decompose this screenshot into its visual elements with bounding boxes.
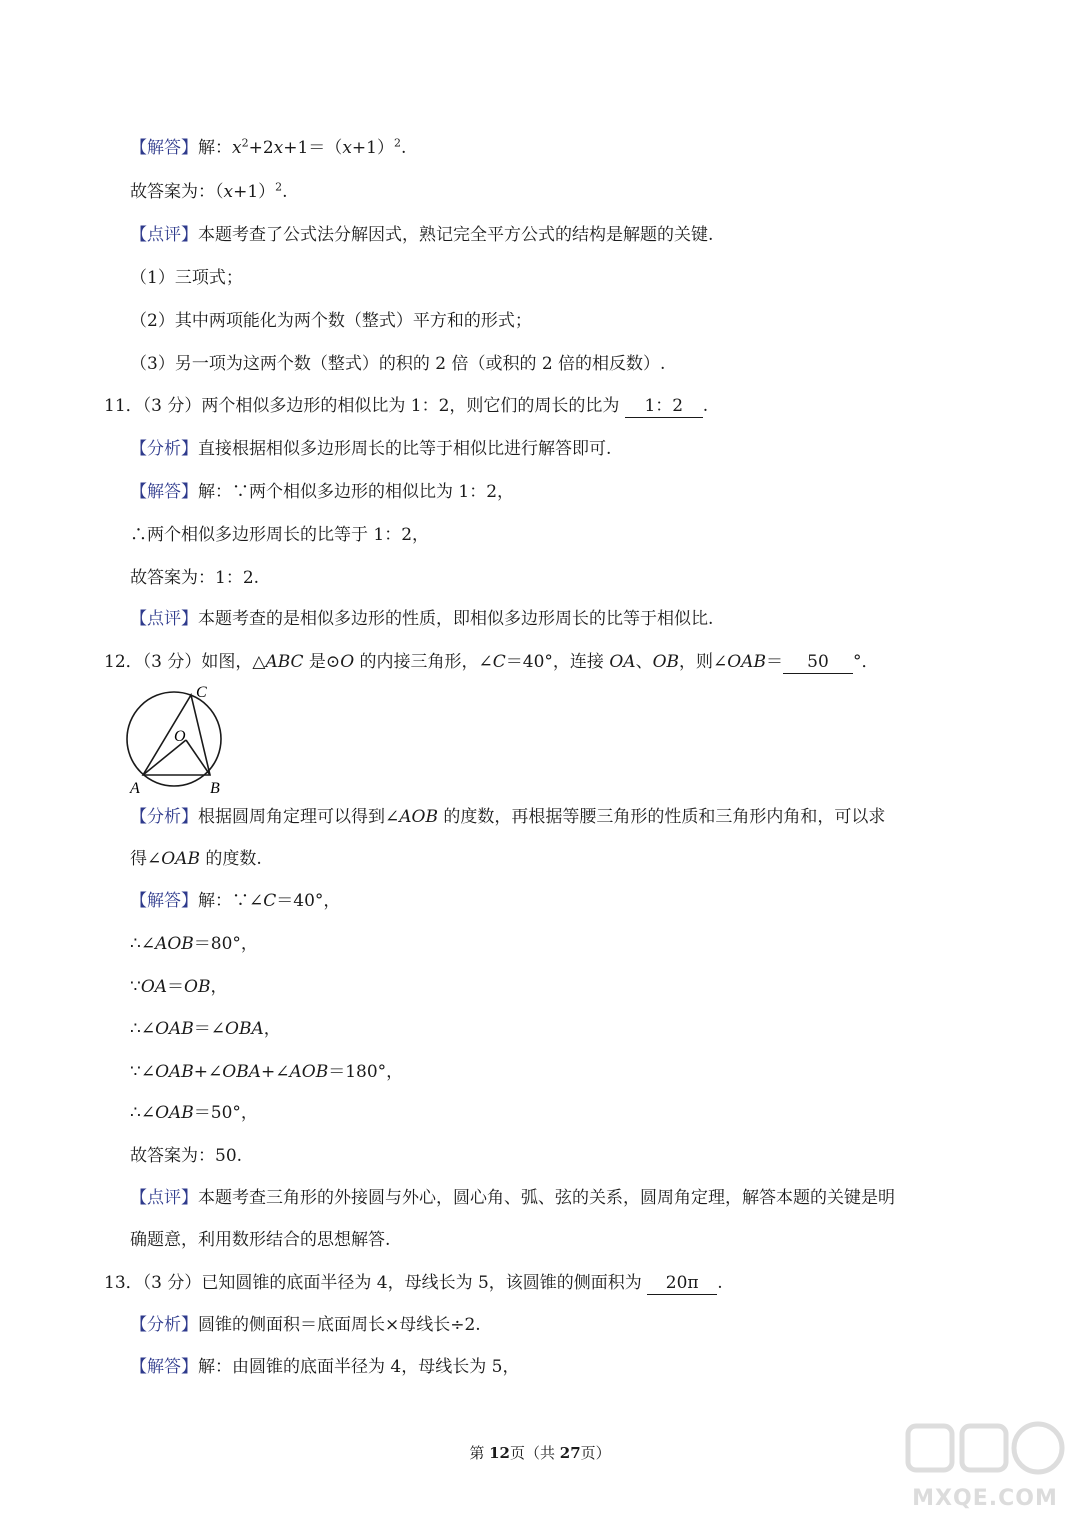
analysis-tag: 【分析】	[130, 439, 198, 459]
p11-analysis: 【分析】直接根据相似多边形周长的比等于相似比进行解答即可.	[130, 439, 612, 459]
p12-step-4: ∴∠OAB＝∠OBA，	[130, 1019, 281, 1039]
p12-comment-line-1: 【点评】本题考查三角形的外接圆与外心，圆心角、弧、弦的关系，圆周角定理，解答本题的关键是明	[130, 1188, 895, 1208]
p10-comment: 【点评】本题考查了公式法分解因式，熟记完全平方公式的结构是解题的关键.	[130, 225, 714, 245]
inscribed-triangle-figure	[118, 680, 233, 795]
p11-answer-blank: 1：2	[625, 395, 703, 418]
p11-answer: 故答案为：1：2.	[130, 568, 260, 588]
p11-question: 11．（3 分）两个相似多边形的相似比为 1：2，则它们的周长的比为 1：2 .	[104, 396, 709, 416]
p12-comment-line-2: 确题意，利用数形结合的思想解答.	[130, 1230, 391, 1250]
answer-tag: 【解答】	[130, 138, 198, 158]
label-o: O	[174, 728, 186, 745]
comment-tag: 【点评】	[130, 1188, 198, 1208]
p11-solution: 【解答】解：∵两个相似多边形的相似比为 1：2，	[130, 482, 515, 502]
p12-step-3: ∵OA＝OB，	[130, 977, 228, 997]
analysis-tag: 【分析】	[130, 1315, 198, 1335]
p12-solution: 【解答】解：∵∠C＝40°，	[130, 891, 341, 911]
p11-comment: 【点评】本题考查的是相似多边形的性质，即相似多边形周长的比等于相似比.	[130, 609, 714, 629]
watermark-emblem-icon	[900, 1408, 1070, 1488]
p12-answer: 故答案为：50.	[130, 1146, 243, 1166]
p13-solution: 【解答】解：由圆锥的底面半径为 4，母线长为 5，	[130, 1357, 520, 1377]
p11-step: ∴两个相似多边形周长的比等于 1：2，	[130, 525, 430, 545]
page-number: 12	[489, 1444, 510, 1462]
p10-item-1: （1）三项式；	[130, 268, 243, 288]
analysis-tag: 【分析】	[130, 807, 198, 827]
p13-question: 13．（3 分）已知圆锥的底面半径为 4，母线长为 5，该圆锥的侧面积为 20π .	[104, 1273, 723, 1293]
p12-step-2: ∴∠AOB＝80°，	[130, 934, 258, 954]
p12-step-5: ∵∠OAB+∠OBA+∠AOB＝180°，	[130, 1062, 404, 1082]
p12-answer-blank: 50	[783, 651, 853, 674]
comment-tag: 【点评】	[130, 609, 198, 629]
label-c: C	[196, 684, 207, 701]
answer-tag: 【解答】	[130, 1357, 198, 1377]
p12-step-6: ∴∠OAB＝50°，	[130, 1103, 258, 1123]
page-total: 27	[559, 1444, 581, 1462]
watermark-logo	[900, 1408, 1070, 1520]
p10-solution: 【解答】解：$x^2+2x+1=(x+1)^2$.	[130, 136, 407, 158]
p13-answer-blank: 20π	[647, 1272, 717, 1295]
watermark-text: MXQE.COM	[912, 1486, 1058, 1511]
p13-analysis: 【分析】圆锥的侧面积＝底面周长×母线长÷2.	[130, 1315, 481, 1335]
comment-tag: 【点评】	[130, 225, 198, 245]
answer-tag: 【解答】	[130, 891, 198, 911]
p10-answer: 故答案为：$(x+1)^2$.	[130, 180, 288, 202]
p12-question: 12．（3 分）如图，△ABC 是⊙O 的内接三角形，∠C＝40°，连接 OA、OB，则∠OAB＝ 50 °．	[104, 652, 879, 672]
label-a: A	[130, 780, 140, 795]
p10-item-3: （3）另一项为这两个数（整式）的积的 2 倍（或积的 2 倍的相反数）.	[130, 354, 666, 374]
p10-item-2: （2）其中两项能化为两个数（整式）平方和的形式；	[130, 311, 532, 331]
label-b: B	[210, 780, 220, 795]
answer-tag: 【解答】	[130, 482, 198, 502]
segment-oa	[143, 740, 186, 775]
p12-analysis-line-1: 【分析】根据圆周角定理可以得到∠AOB 的度数，再根据等腰三角形的性质和三角形内角和，可以求	[130, 807, 886, 827]
p12-analysis-line-2: 得∠OAB 的度数.	[130, 849, 262, 869]
page-footer: 第 12页（共 27页）	[469, 1444, 611, 1462]
